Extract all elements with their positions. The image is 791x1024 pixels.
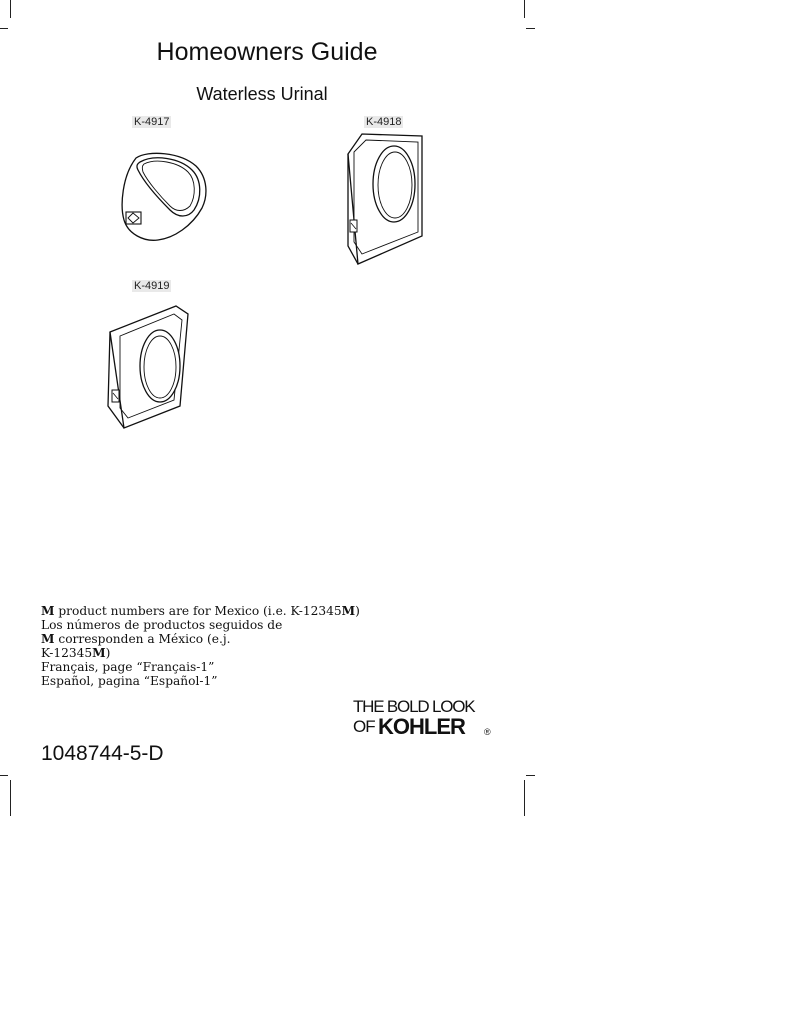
crop-mark-bottom-left-v — [10, 780, 11, 816]
kohler-logo — [353, 697, 493, 745]
crop-mark-top-right-h — [526, 28, 535, 29]
logo-registered-mark: ® — [484, 727, 491, 737]
crop-mark-bottom-right-h — [526, 775, 535, 776]
logo-of: OF — [353, 717, 375, 736]
model-label-k4919: K-4919 — [134, 280, 170, 292]
page-subtitle: Waterless Urinal — [196, 84, 328, 104]
crop-mark-bottom-right-v — [524, 780, 525, 816]
bowl-urinal-icon — [118, 148, 210, 244]
panel-urinal-icon — [340, 132, 426, 268]
language-notes — [41, 604, 360, 688]
model-label-k4917: K-4917 — [134, 116, 170, 128]
french-page-reference: Français, page “Français-1” — [41, 660, 215, 674]
spanish-note-line-3: K-12345M) — [41, 646, 111, 660]
logo-tagline: THE BOLD LOOK — [353, 697, 475, 716]
crop-mark-top-left-v — [10, 0, 11, 18]
angled-panel-urinal-icon — [102, 302, 192, 430]
model-label-k4918: K-4918 — [366, 116, 402, 128]
crop-mark-top-left-h — [0, 28, 8, 29]
page-title: Homeowners Guide — [156, 38, 378, 66]
spanish-note-line-1: Los números de productos seguidos de — [41, 618, 283, 632]
crop-mark-top-right-v — [524, 0, 525, 18]
spanish-note-line-2: M corresponden a México (e.j. — [41, 632, 231, 646]
document-number: 1048744-5-D — [41, 742, 164, 765]
mexico-note-line: M product numbers are for Mexico (i.e. K-12345M) — [41, 604, 360, 618]
crop-mark-bottom-left-h — [0, 775, 8, 776]
logo-brand: KOHLER — [378, 714, 465, 739]
spanish-page-reference: Español, pagina “Español-1” — [41, 674, 218, 688]
